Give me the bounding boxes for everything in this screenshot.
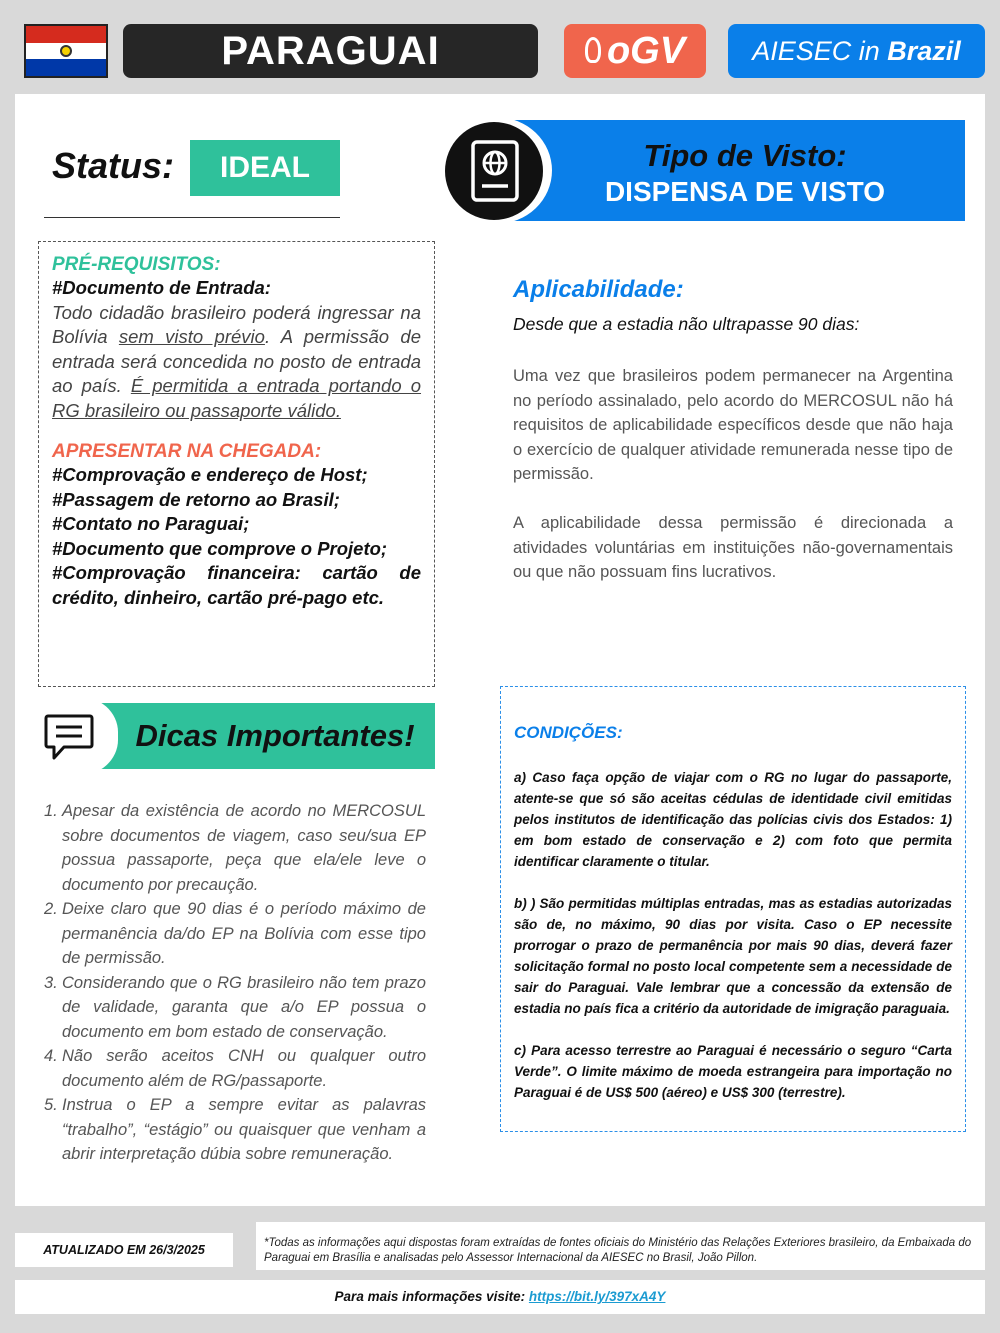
list-item: #Comprovação e endereço de Host; <box>52 464 368 485</box>
org-country: Brazil <box>887 36 961 66</box>
list-item: #Contato no Paraguai; <box>52 513 250 534</box>
aiesec-brazil-logo <box>728 24 985 78</box>
applicability-body <box>513 364 953 585</box>
tips-title: Dicas Importantes! <box>135 718 415 753</box>
conditions-title: CONDIÇÕES: <box>514 723 623 742</box>
condition-item: a) Caso faça opção de viajar com o RG no lugar do passaporte, atente-se que só são aceitas cédulas de identidade civil emitidas pelos institutos de identificação das polícias civis dos Estados: 1) em bom estado de conservação e 2) com foto que permita identificar claramente o titular. <box>514 770 952 869</box>
conditions-box <box>500 686 966 1132</box>
list-item: #Passagem de retorno ao Brasil; <box>52 488 340 510</box>
more-info-label: Para mais informações visite: <box>334 1289 529 1304</box>
list-item: 3. Considerando que o RG brasileiro não tem prazo de validade, garanta que a/o EP possua o documento em bom estado de conservação. <box>44 973 426 1041</box>
list-item: #Documento que comprove o Projeto; <box>52 537 388 559</box>
disclaimer: *Todas as informações aqui dispostas foram extraídas de fontes oficiais do Ministério das Relações Exteriores brasileiro, da Embaixada do Paraguai em Brasília e analisadas pelo Assessor Internacional da AIESEC no Brasil, João Pillon. <box>256 1222 985 1270</box>
arrival-heading: APRESENTAR NA CHEGADA: <box>52 441 322 462</box>
list-item: 4. Não serão aceitos CNH ou qualquer outro documento além de RG/passaporte. <box>44 1047 426 1090</box>
chat-bubble-icon <box>44 713 94 766</box>
more-info-link[interactable]: https://bit.ly/397xA4Y <box>528 1289 666 1304</box>
org-prefix: AIESEC in <box>752 36 880 66</box>
paragraph: Uma vez que brasileiros podem permanecer na Argentina no período assinalado, pelo acordo do MERCOSUL não há requisitos de aplicabilidade específicos desde que não haja o exercício de qualquer atividade remunerada nesse tipo de permissão. <box>513 367 953 483</box>
paragraph: A aplicabilidade dessa permissão é direcionada a atividades voluntárias em instituições não-governamentais ou que não possuam fins lucrativos. <box>513 514 953 581</box>
prerequisites-heading: PRÉ-REQUISITOS: <box>52 254 221 275</box>
paraguay-flag-icon <box>24 24 108 78</box>
updated-date: ATUALIZADO EM 26/3/2025 <box>15 1233 233 1267</box>
balloon-icon <box>585 37 601 63</box>
ogv-logo <box>564 24 706 78</box>
entry-document-heading: #Documento de Entrada: <box>52 277 271 298</box>
entry-document-text: Todo cidadão brasileiro poderá ingressar na Bolívia sem visto prévio. A permissão de entrada será concedida no posto de entrada ao país. É permitida a entrada portando o RG brasileiro ou passaporte válido. <box>52 301 422 421</box>
applicability-subtitle: Desde que a estadia não ultrapasse 90 dias: <box>513 314 860 334</box>
country-title: PARAGUAI <box>123 24 538 78</box>
status-badge: IDEAL <box>190 140 340 196</box>
status-label: Status: <box>52 145 175 186</box>
tips-list <box>44 799 426 1167</box>
divider <box>44 217 340 218</box>
condition-item: c) Para acesso terrestre ao Paraguai é necessário o seguro “Carta Verde”. O limite máximo de moeda estrangeira para importação no Paraguai é de US$ 500 (aéreo) e US$ 300 (terrestre). <box>514 1043 952 1100</box>
prerequisites-box <box>38 241 435 687</box>
program-name: oGV <box>606 30 686 72</box>
visa-title: Tipo de Visto: <box>643 138 847 173</box>
applicability-title: Aplicabilidade: <box>513 276 684 303</box>
list-item: 2. Deixe claro que 90 dias é o período máximo de permanência da/do EP na Bolívia com esse tipo de permissão. <box>44 900 426 967</box>
condition-item: b) ) São permitidas múltiplas entradas, mas as estadias autorizadas são de, no máximo, 90 dias por visita. Caso o EP necessite prorrogar o prazo de permanência por mais 90 dias, deverá fazer solicitação formal no posto local competente sem a necessidade de sair do Paraguai. Vale lembrar que a concessão da extensão de estadia no país fica a critério da autoridade de imigração paraguaia. <box>514 896 952 1016</box>
more-info <box>15 1280 985 1314</box>
list-item: 5. Instrua o EP a sempre evitar as palavras “trabalho”, “estágio” ou quaisquer que venham a abrir interpretação dúbia sobre remuneração. <box>44 1096 426 1163</box>
visa-type: DISPENSA DE VISTO <box>604 176 886 207</box>
list-item: 1. Apesar da existência de acordo no MERCOSUL sobre documentos de viagem, caso seu/sua EP possua passaporte, peça que ela/ele leve o documento por precaução. <box>44 802 426 894</box>
list-item: #Comprovação financeira: cartão de crédito, dinheiro, cartão pré-pago etc. <box>52 562 421 608</box>
arrival-list <box>52 463 421 610</box>
